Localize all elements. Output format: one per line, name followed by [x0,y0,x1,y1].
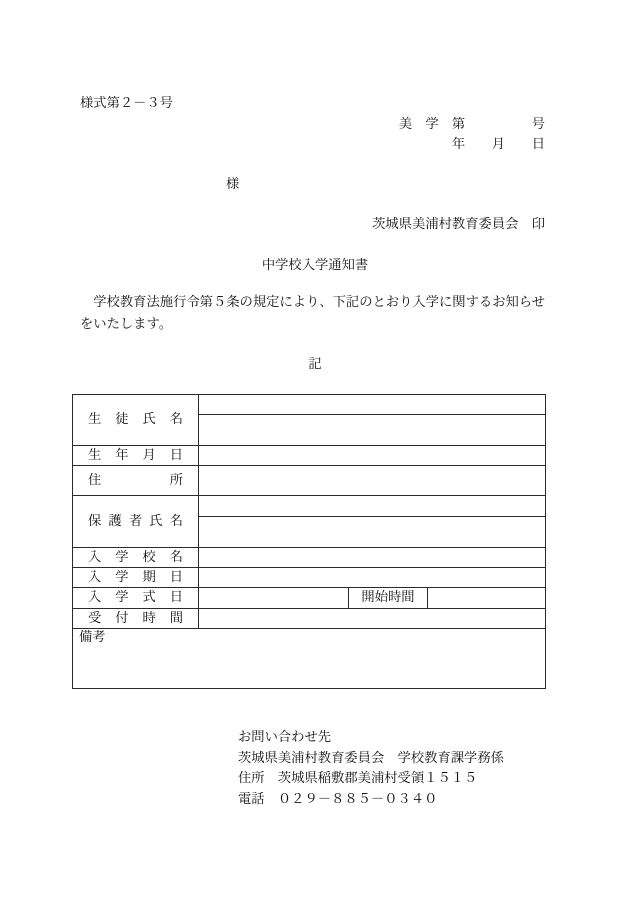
guardian-name-label: 保 護 者 氏 名 [88,513,183,529]
ceremony-date-label: 入 学 式 日 [88,590,183,605]
student-name-furigana-field [199,395,545,414]
ceremony-date-label-cell [73,588,198,608]
ceremony-date-field [199,588,348,608]
admission-date-field [199,568,545,587]
admission-date-label: 入 学 期 日 [88,569,183,585]
ceremony-start-time-label: 開始時間 [349,588,427,608]
birth-date-field [199,446,545,465]
student-name-label: 生 徒 氏 名 [88,412,183,427]
contact-heading: お問い合わせ先 [238,730,332,745]
admission-date-label-cell [73,568,198,587]
school-name-label: 入 学 校 名 [88,549,183,565]
form-number: 様式第２－３号 [80,96,174,111]
address-label: 住 所 [88,472,183,488]
notice-body: 学校教育法施行令第５条の規定により、下記のとおり入学に関するお知らせをいたします。 [80,295,545,332]
ceremony-start-time-field [428,588,545,608]
address-field [199,466,545,495]
guardian-name-label-cell [73,496,198,547]
guardian-name-furigana-field [199,496,545,516]
contact-info [238,728,504,811]
admission-details-table [72,394,546,689]
addressee-honorific: 様 [226,177,240,192]
contact-phone: 電話 ０２９－８８５－０３４０ [238,792,438,808]
contact-office: 茨城県美浦村教育委員会 学校教育課学務係 [238,750,504,766]
issue-date: 年 月 日 [451,137,545,152]
document-number: 美 学 第 号 [398,117,545,132]
contact-address: 住所 茨城県稲敷郡美浦村受領１５１５ [238,771,478,787]
reception-time-label-cell [73,609,198,628]
student-name-field [199,415,545,445]
birth-date-label: 生 年 月 日 [88,447,183,463]
address-label-cell [73,466,198,495]
guardian-name-field [199,517,545,547]
record-heading: 記 [308,357,322,372]
remarks-field [73,629,545,688]
birth-date-label-cell [73,446,198,465]
document-title: 中学校入学通知書 [261,258,369,273]
student-name-label-cell [73,395,198,445]
remarks-label: 備考 [79,630,106,645]
issuer-name: 茨城県美浦村教育委員会 印 [372,217,545,232]
school-name-field [199,548,545,567]
reception-time-field [199,609,545,628]
school-name-label-cell [73,548,198,567]
reception-time-label: 受 付 時 間 [88,610,183,626]
